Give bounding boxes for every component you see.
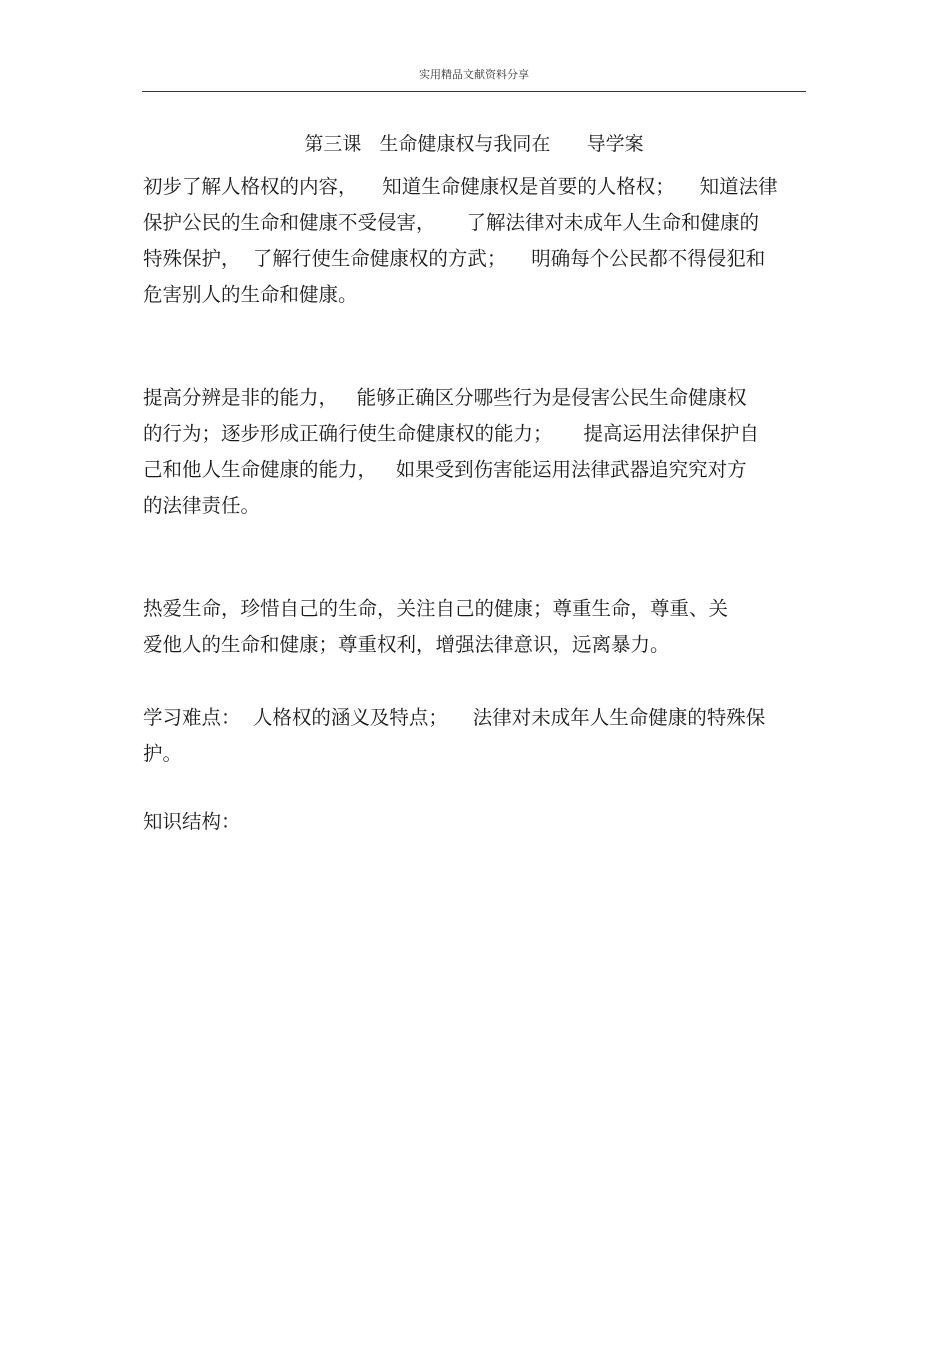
text-line: 的行为；逐步形成正确行使生命健康权的能力； 提高运用法律保护自 xyxy=(143,422,759,445)
header-divider xyxy=(142,91,806,92)
objectives-knowledge-paragraph xyxy=(143,169,807,313)
text-line: 特殊保护， 了解行使生命健康权的方武； 明确每个公民都不得侵犯和 xyxy=(143,247,766,270)
text-line: 爱他人的生命和健康；尊重权利，增强法律意识，远离暴力。 xyxy=(143,633,670,656)
text-line: 护。 xyxy=(143,742,183,765)
page-header: 实用精品文献资料分享 xyxy=(419,68,529,81)
text-line: 热爱生命，珍惜自己的生命，关注自己的健康；尊重生命，尊重、关 xyxy=(143,597,729,620)
lesson-title: 第三课 生命健康权与我同在 导学案 xyxy=(304,133,644,155)
objectives-attitude-paragraph xyxy=(143,591,807,663)
text-line: 己和他人生命健康的能力， 如果受到伤害能运用法律武器追究究对方 xyxy=(143,458,747,481)
knowledge-structure-heading xyxy=(143,804,807,840)
learning-difficulty-paragraph xyxy=(143,700,807,772)
text-line: 初步了解人格权的内容， 知道生命健康权是首要的人格权； 知道法律 xyxy=(143,175,778,198)
text-line: 学习难点： 人格权的涵义及特点； 法律对未成年人生命健康的特殊保 xyxy=(143,706,766,729)
text-line: 危害别人的生命和健康。 xyxy=(143,283,358,306)
text-line: 提高分辨是非的能力， 能够正确区分哪些行为是侵害公民生命健康权 xyxy=(143,386,747,409)
text-line: 知识结构： xyxy=(143,810,241,833)
text-line: 保护公民的生命和健康不受侵害， 了解法律对未成年人生命和健康的 xyxy=(143,211,759,234)
objectives-ability-paragraph xyxy=(143,380,807,524)
text-line: 的法律责任。 xyxy=(143,494,261,517)
